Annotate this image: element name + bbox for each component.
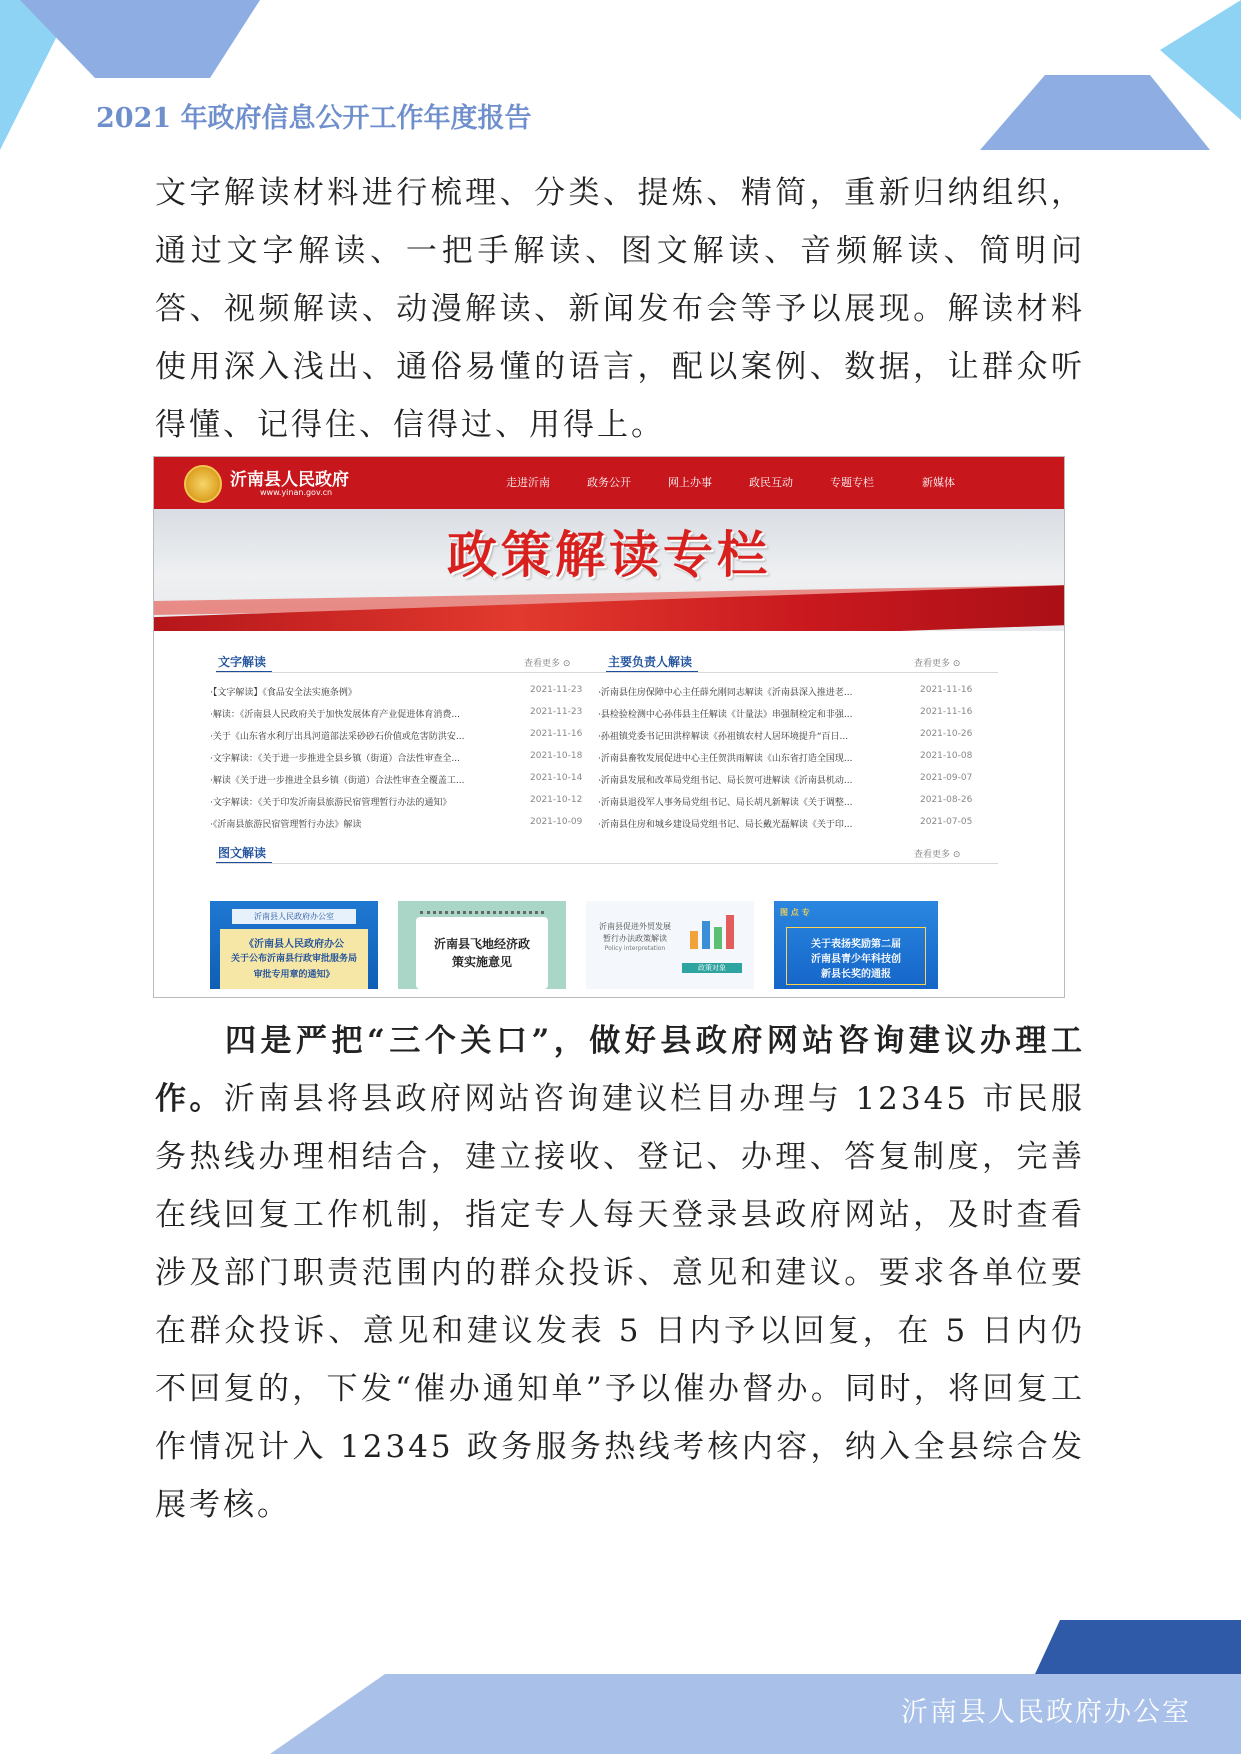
paragraph-1 (155, 164, 1085, 454)
notepad-rings (420, 911, 544, 924)
item-date: 2021-10-09 (530, 817, 583, 827)
list-item[interactable]: ·解读《关于进一步推进全县乡镇（街道）合法性审查全覆盖工... (210, 776, 465, 786)
thumbnail-line: 策实施意见 (451, 955, 512, 969)
list-item[interactable]: ·文字解读：《关于印发沂南县旅游民宿管理暂行办法的通知》 (210, 798, 452, 808)
graphic-thumbnail[interactable] (210, 901, 378, 989)
menu-item[interactable]: 走进沂南 (506, 476, 550, 489)
header-decoration (0, 0, 1241, 160)
footer-decoration (0, 1600, 1241, 1754)
item-date: 2021-07-05 (920, 817, 973, 827)
list-item[interactable]: ·沂南县住房和城乡建设局党组书记、局长戴光磊解读《关于印... (598, 820, 853, 830)
report-title: 2021 年政府信息公开工作年度报告 (96, 103, 532, 134)
national-emblem-icon (184, 465, 222, 503)
thumbnail-line: 沂南县飞地经济政 (433, 937, 530, 951)
more-link-label: 查看更多 (914, 850, 951, 860)
list-item[interactable]: ·关于《山东省水利厅出具河道部法采砂砂石价值或危害防洪安... (210, 732, 465, 742)
item-date: 2021-10-26 (920, 729, 973, 739)
item-date: 2021-11-16 (530, 729, 583, 739)
item-date: 2021-11-16 (920, 707, 973, 717)
section-title-text: 图文解读 (218, 846, 267, 860)
site-name: 沂南县人民政府 (230, 470, 349, 490)
graphic-thumbnail[interactable] (774, 901, 938, 989)
menu-item[interactable]: 新媒体 (922, 476, 955, 489)
paragraph-2 (155, 1012, 1085, 1534)
item-date: 2021-10-18 (530, 751, 583, 761)
item-date: 2021-10-08 (920, 751, 973, 761)
paragraph-2-body: 沂南县将县政府网站咨询建议栏目办理与 12345 市民服务热线办理相结合，建立接收、登记、办理、答复制度，完善在线回复工作机制，指定专人每天登录县政府网站，及时查看涉及部门职责范围内的群众投诉、意见和建议。要求各单位要在群众投诉、意见和建议发表 5 日内予以回复，在 5 日内仍不回复的，下发“催办通知单”予以催办督办。同时，将回复工作情况计入 12345 政务服务热线考核内容，纳入全县综合发展考核。 (155, 1081, 1086, 1523)
graphic-thumbnail[interactable] (586, 901, 754, 989)
list-item[interactable]: ·县检验检测中心孙伟县主任解读《计量法》串强制检定和非强... (598, 710, 853, 720)
thumbnail-tag: 沂南县人民政府办公室 (232, 909, 356, 924)
item-date: 2021-11-23 (530, 707, 583, 717)
thumbnail-line: 沂南县青少年科技创 (811, 954, 901, 965)
menu-item[interactable]: 政民互动 (749, 476, 793, 489)
list-item[interactable]: ·《沂南县旅游民宿管理暂行办法》解读 (210, 820, 362, 830)
list-item[interactable]: ·文字解读：《关于进一步推进全县乡镇（街道）合法性审查全... (210, 754, 460, 764)
section-title-text: 文字解读 (218, 655, 267, 669)
thumbnail-line: Policy interpretation (604, 945, 666, 952)
website-screenshot (153, 456, 1065, 998)
item-date: 2021-11-23 (530, 685, 583, 695)
menu-item[interactable]: 专题专栏 (830, 476, 874, 489)
list-item[interactable]: ·沂南县住房保障中心主任薛允刚同志解读《沂南县深入推进老... (598, 688, 853, 698)
item-date: 2021-10-12 (530, 795, 583, 805)
section-divider (216, 863, 998, 864)
thumbnail-line: 关于公布沂南县行政审批服务局 (230, 954, 357, 964)
thumbnail-tag: 图 点 专 (780, 908, 810, 917)
thumbnail-tag: 政策对象 (682, 963, 742, 973)
policy-banner (154, 509, 1064, 631)
thumbnail-line: 《沂南县人民政府办公 (244, 939, 344, 950)
item-date: 2021-08-26 (920, 795, 973, 805)
menu-item[interactable]: 网上办事 (668, 476, 712, 489)
more-link[interactable]: 查看更多 ⊙ (524, 659, 571, 669)
paragraph-1-text: 文字解读材料进行梳理、分类、提炼、精简，重新归纳组织，通过文字解读、一把手解读、图文解读、音频解读、简明问答、视频解读、动漫解读、新闻发布会等予以展现。解读材料使用深入浅出、通俗易懂的语言，配以案例、数据，让群众听得懂、记得住、信得过、用得上。 (155, 175, 1085, 443)
thumbnail-line: 沂南县促进外贸发展 (599, 922, 671, 931)
thumbnail-line: 暂行办法政策解读 (603, 934, 667, 943)
list-item[interactable]: ·沂南县发展和改革局党组书记、局长贺可进解读《沂南县机动... (598, 776, 853, 786)
list-item[interactable]: ·沂南县畜牧发展促进中心主任贺洪雨解读《山东省打造全国现... (598, 754, 853, 764)
section-title-text: 主要负责人解读 (608, 655, 693, 669)
item-date: 2021-10-14 (530, 773, 583, 783)
list-item[interactable]: ·孙祖镇党委书记田洪梓解读《孙祖镇农村人居环境提升“百日... (598, 732, 849, 742)
banner-title: 政策解读专栏 (447, 526, 771, 584)
paragraph-2-heading: 四是严把“三个关口”，做好县政府网站咨询建议办理工作。 (155, 1023, 1085, 1117)
menu-item[interactable]: 政务公开 (587, 476, 631, 489)
site-url: www.yinan.gov.cn (260, 488, 333, 497)
list-item[interactable]: ·【文字解读】《食品安全法实施条例》 (210, 688, 357, 698)
chart-illustration-icon (686, 909, 736, 949)
list-item[interactable]: ·沂南县退役军人事务局党组书记、局长胡凡新解读《关于调整... (598, 798, 853, 808)
footer-office-name: 沂南县人民政府办公室 (901, 1697, 1191, 1728)
section-divider (216, 672, 608, 673)
graphic-thumbnail[interactable] (398, 901, 566, 989)
more-link-label: 查看更多 (524, 659, 561, 669)
section-divider (606, 672, 998, 673)
more-link[interactable]: 查看更多 ⊙ (914, 850, 961, 860)
thumbnail-line: 关于表扬奖励第二届 (811, 939, 901, 950)
item-date: 2021-09-07 (920, 773, 973, 783)
item-date: 2021-11-16 (920, 685, 973, 695)
site-navbar (154, 457, 1064, 509)
list-item[interactable]: ·解读：《沂南县人民政府关于加快发展体育产业促进体育消费... (210, 710, 460, 720)
thumbnail-line: 新县长奖的通报 (821, 969, 891, 980)
more-link-label: 查看更多 (914, 659, 951, 669)
more-link[interactable]: 查看更多 ⊙ (914, 659, 961, 669)
thumbnail-line: 审批专用章的通知》 (253, 970, 335, 980)
